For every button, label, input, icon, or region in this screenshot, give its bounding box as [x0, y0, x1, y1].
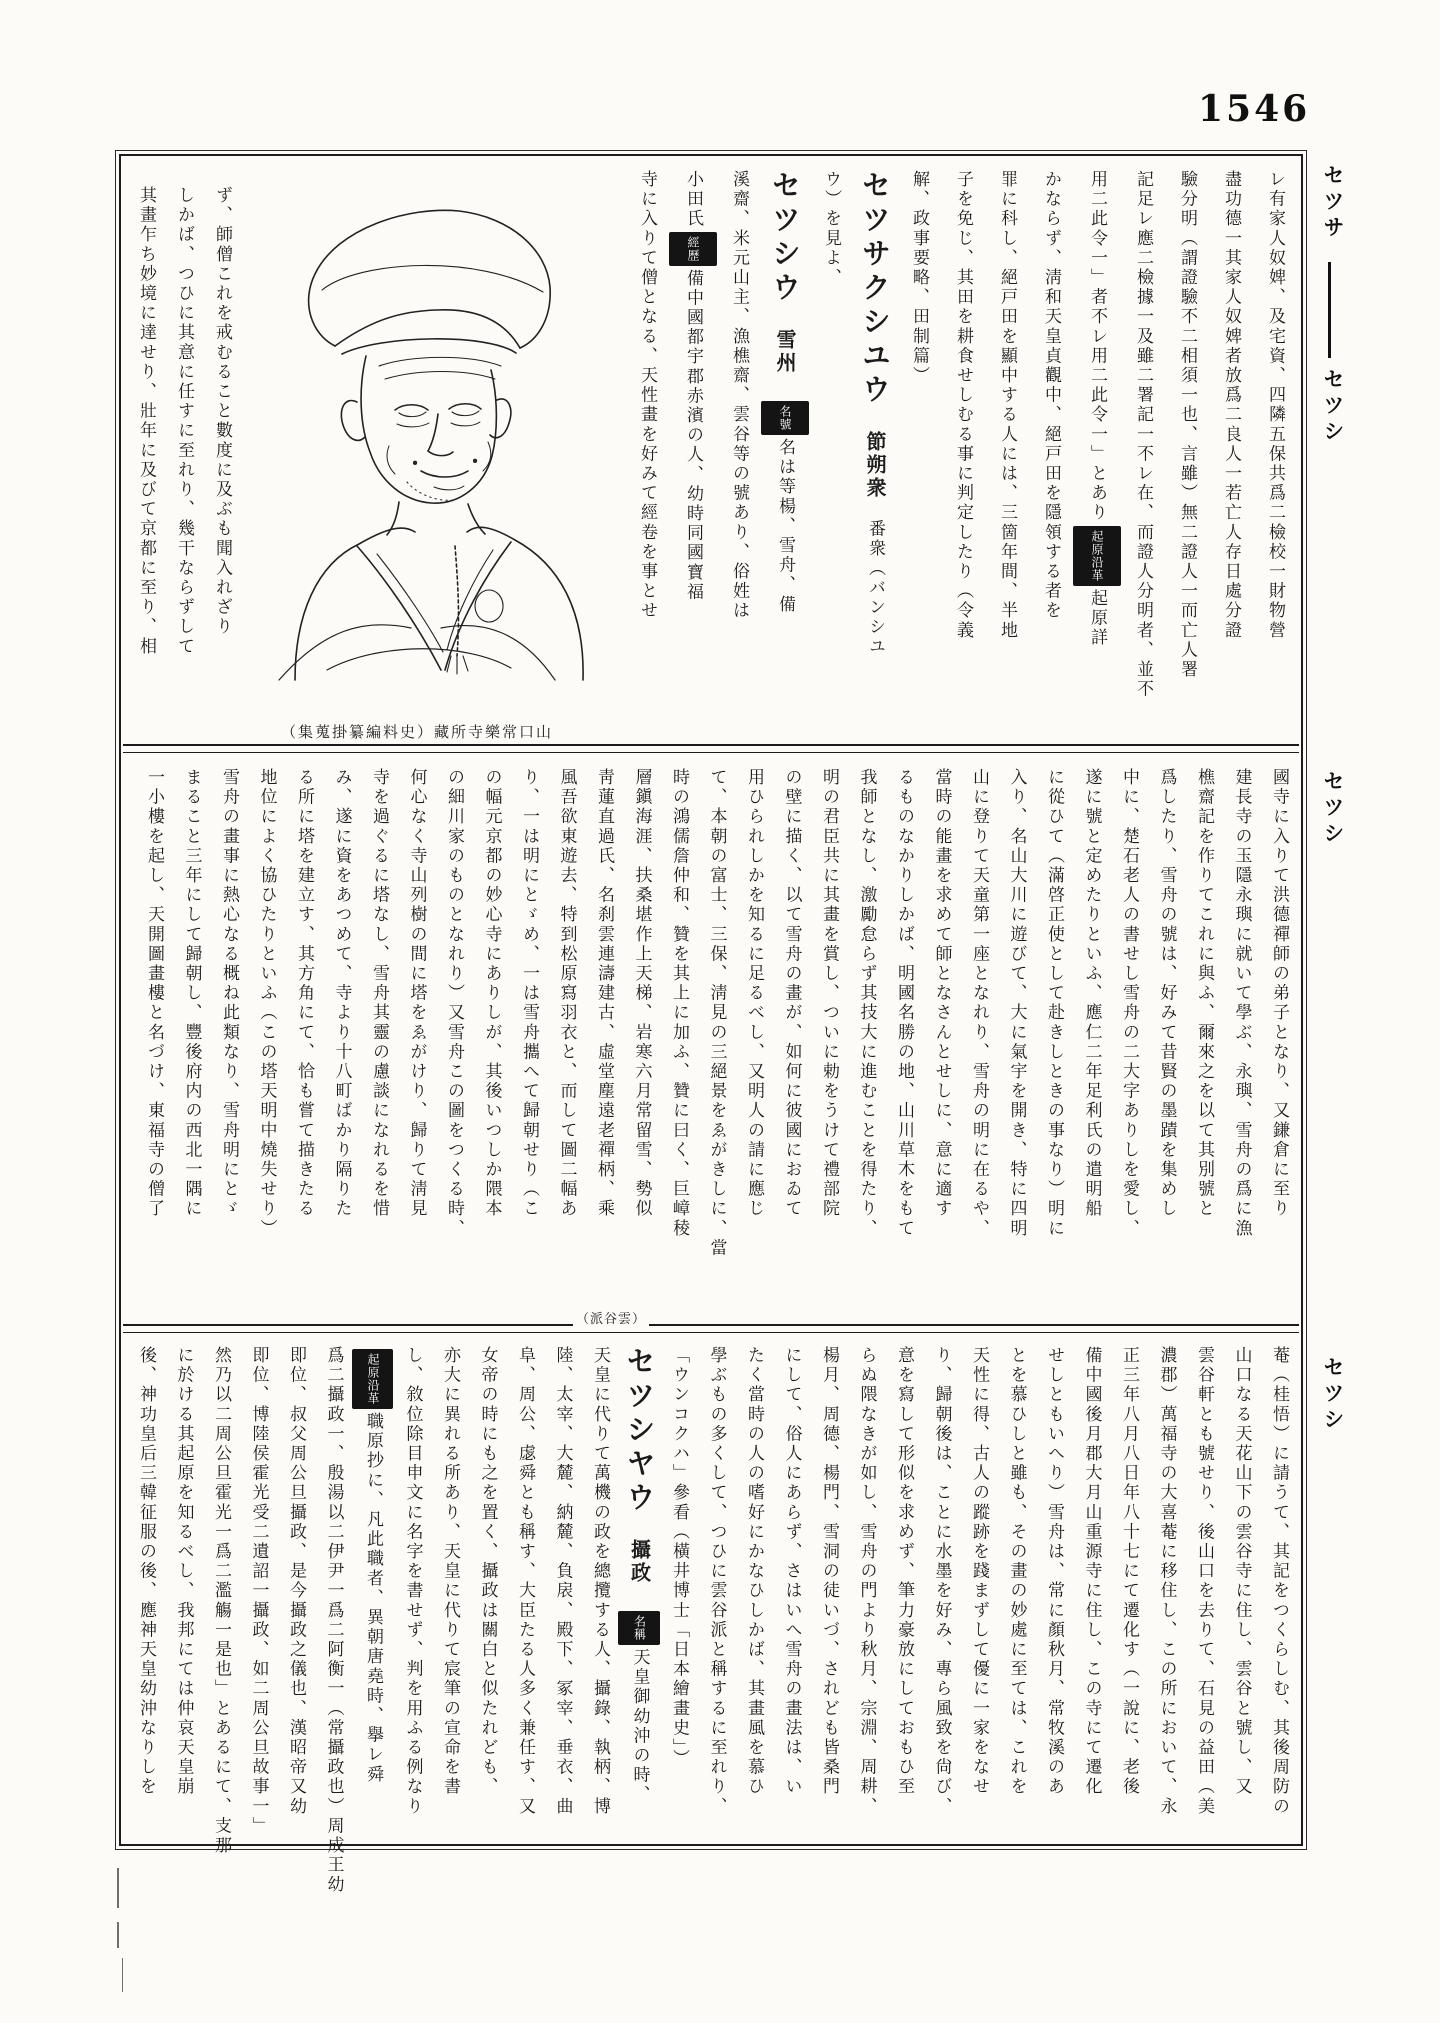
text-run: て、本朝の富士、三保、淸見の三絕景をゑがきしに、當 — [706, 768, 727, 1258]
text-run: 備中國都宇郡赤濱の人、幼時同國寶福 — [683, 268, 703, 603]
text-run: 寺を過ぐるに塔なし、雪舟其靈の慮談になれるを惜 — [369, 768, 389, 1219]
text-run: 用ひられしかを知るに足るべし、又明人の請に應じ — [744, 768, 764, 1219]
text-run: 番衆（バンシユ — [865, 500, 885, 657]
text-run: 我師となし、激勵怠らず其技大に進むことを得たり、 — [856, 768, 877, 1239]
text-run: 女帝の時にも之を置く、攝政は關白と似たれども、 — [477, 1346, 498, 1797]
text-run: に從ひて（滿啓正使として赴きしときの事なり）明に — [1044, 768, 1064, 1239]
text-column — [435, 768, 473, 1296]
text-column — [985, 170, 1029, 736]
text-run: かならず、淸和天皇貞觀中、絕戸田を隱領する者を — [1041, 170, 1061, 621]
text-run: 即位、叔父周公旦攝政、是今攝政之儀也、漢昭帝又幼 — [286, 1346, 306, 1817]
text-column — [360, 768, 398, 1296]
text-column — [847, 1346, 885, 1848]
text-run: 職原抄に、凡此職者、異朝唐堯時、擧レ舜 — [363, 1412, 383, 1785]
text-run: 盡功德一其家人奴婢者放爲二良人一若亡人存日處分證 — [1221, 170, 1241, 641]
text-column — [314, 1346, 352, 1895]
text-column — [660, 768, 698, 1296]
text-column — [1222, 1346, 1260, 1848]
text-run: に於ける其起原を知るべし、我邦にては仲哀天皇崩 — [173, 1346, 194, 1797]
text-run: 小田氏 — [683, 170, 703, 229]
margin-label-first-entry: セツサ — [1321, 164, 1345, 242]
text-column — [1147, 1346, 1185, 1848]
text-column — [210, 768, 248, 1296]
text-run: 靑蓮直過氏、名刹雲連濤建古、虛堂塵遠老禪柄、乘 — [594, 768, 614, 1219]
page-number: 1546 — [1198, 88, 1311, 130]
text-column — [1072, 1346, 1110, 1848]
text-run: 名は等楊、雪舟、備 — [775, 438, 795, 615]
headword: セツシウ — [768, 170, 802, 306]
text-column — [543, 1346, 581, 1848]
text-run: 即位、博陸侯霍光受二遺詔一攝政、如二周公旦故事一」 — [248, 1346, 269, 1836]
text-run: 意を寫して形似を求めず、筆力豪放にしておもひ至 — [894, 1346, 914, 1797]
text-column — [1121, 170, 1165, 736]
text-column — [1029, 170, 1073, 736]
text-column — [810, 768, 848, 1296]
headword: セツサクシユウ — [858, 170, 892, 408]
text-column — [735, 768, 773, 1296]
text-run: 學ぶもの多くして、つひに雲谷派と稱するに至れり、 — [706, 1346, 727, 1817]
text-column — [1165, 170, 1209, 736]
text-column — [585, 768, 623, 1296]
text-run: しかば、つひに其意に任すに至れり、幾干ならずして — [174, 186, 194, 657]
text-column — [203, 186, 241, 738]
text-column — [1253, 170, 1297, 736]
text-run: 後、神功皇后三韓征服の後、應神天皇幼沖なりしを — [136, 1346, 156, 1797]
text-run: 「ウンコクハ」參看（橫井博士「日本繪畫史」） — [669, 1346, 689, 1769]
text-column — [1222, 768, 1260, 1296]
text-column — [622, 768, 660, 1296]
text-run: まること三年にして歸朝し、豐後府内の西北一隅に — [181, 768, 202, 1219]
text-column — [618, 1346, 660, 1848]
text-run: 爲二攝政一、殷湯以二伊尹一爲二阿衡一（常攝政也）周成王幼 — [323, 1346, 344, 1895]
band-separator-rule — [123, 1324, 1299, 1333]
text-run: 陸、太宰、大麓、納麓、負扆、殿下、冢宰、垂衣、曲 — [552, 1346, 573, 1817]
text-column — [397, 768, 435, 1296]
text-run: 國寺に入りて洪德禪師の弟子となり、又鎌倉に至り — [1269, 768, 1289, 1219]
text-column — [922, 1346, 960, 1848]
section-marker: 經歷 — [669, 232, 717, 266]
text-column — [164, 1346, 202, 1848]
text-run: 建長寺の玉隱永璵に就いて學ぶ、永璵、雪舟の爲に漁 — [1231, 768, 1252, 1239]
text-column — [285, 768, 323, 1296]
text-column — [960, 768, 998, 1296]
margin-label-last-entry: セツシ — [1321, 368, 1345, 446]
text-column — [393, 1346, 431, 1848]
text-run: 山に登りて天童第一座となれり、雪舟の明に在るや、 — [969, 768, 989, 1239]
text-column — [997, 1346, 1035, 1848]
text-column — [472, 768, 510, 1296]
text-column — [127, 186, 165, 738]
text-column — [1209, 170, 1253, 736]
text-run: 地位によく協ひたりといふ（この塔天明中燒失せり） — [256, 768, 277, 1239]
text-run: り、歸朝後は、ことに水墨を好み、專ら風致を尙び、 — [931, 1346, 952, 1817]
text-run: 驗分明（謂證驗不二相須一也、言雖）無二證人一而亡人署 — [1177, 170, 1197, 680]
text-run: る所に塔を建立す、其方角にて、恰も嘗て描きたる — [294, 768, 314, 1219]
text-run: 罪に科し、絕戸田を顯中する人には、三箇年間、半地 — [997, 170, 1017, 641]
text-run: 時の鴻儒詹仲和、贊を其上に加ふ、贊に曰く、巨嶂稜 — [669, 768, 689, 1239]
margin-label-middle: セツシ — [1321, 770, 1345, 848]
text-column — [352, 1346, 394, 1848]
text-run: 樵齋記を作りてこれに與ふ、爾來之を以て其別號と — [1194, 768, 1214, 1219]
text-column — [322, 768, 360, 1296]
text-column — [127, 1346, 165, 1848]
text-column — [1185, 1346, 1223, 1848]
text-column — [809, 170, 853, 736]
text-column — [239, 1346, 277, 1848]
text-run: 天皇御幼沖の時、 — [629, 1648, 650, 1805]
section-marker: 名稱 — [618, 1611, 660, 1645]
margin-label-bottom: セツシ — [1321, 1356, 1345, 1434]
text-run: 亦大に異れる所あり、天皇に代りて宸筆の宣命を書 — [440, 1346, 460, 1797]
portrait-caption: （集蒐掛纂編料史）藏所寺樂常口山 — [280, 723, 553, 741]
text-column — [1260, 768, 1298, 1296]
text-column — [1073, 170, 1121, 736]
text-column — [941, 170, 985, 736]
text-run: 爲したり、雪舟の號は、好みて昔賢の墨蹟を集めし — [1156, 768, 1177, 1219]
text-column — [960, 1346, 998, 1848]
band-separator-rule — [123, 744, 1299, 753]
text-column — [997, 768, 1035, 1296]
text-column — [172, 768, 210, 1296]
text-run: にして、俗人にあらず、さはいへ雪舟の畫法は、い — [781, 1346, 802, 1797]
text-column — [922, 768, 960, 1296]
text-run: 阜、周公、虙舜とも稱す、大臣たる人多く兼任す、又 — [515, 1346, 535, 1817]
text-column — [135, 768, 173, 1296]
text-run: たく當時の人の嗜好にかなひしかば、其畫風を慕ひ — [744, 1346, 764, 1797]
text-column — [581, 1346, 619, 1848]
text-run: 入り、名山大川に遊びて、大に氣宇を開き、特に四明 — [1006, 768, 1027, 1239]
scan-artifact — [117, 1922, 119, 1948]
text-column — [697, 768, 735, 1296]
text-run: レ有家人奴婢、及宅資、四隣五保共爲二檢校一財物營 — [1265, 170, 1285, 641]
cross-reference-note: （派谷雲） — [573, 1308, 649, 1327]
text-column — [885, 768, 923, 1296]
column-block-middle — [135, 768, 1298, 1296]
text-run: の細川家のものとなれり）又雪舟この圖をつくる時、 — [444, 768, 464, 1239]
text-run: 其畫乍ち妙境に達せり、壯年に及びて京都に至り、相 — [136, 186, 156, 657]
text-run: 何心なく寺山列樹の間に塔をゑがけり、歸りて淸見 — [406, 768, 427, 1219]
text-column — [506, 1346, 544, 1848]
text-column — [772, 1346, 810, 1848]
text-run: 寺に入りて僧となる、天性畫を好みて經卷を事とせ — [637, 170, 657, 621]
text-column — [697, 1346, 735, 1848]
text-run: 山口なる天花山下の雲谷寺に住し、雲谷と號し、又 — [1231, 1346, 1252, 1797]
section-marker: 名號 — [761, 401, 809, 435]
text-column — [1147, 768, 1185, 1296]
text-run: 節朔衆 — [863, 408, 887, 500]
text-run: み、遂に資をあつめて、寺より十八町ばかり隔りた — [331, 768, 352, 1219]
text-column — [761, 170, 809, 736]
text-run: らぬ隈なきが如し、雪舟の門より秋月、宗淵、周耕、 — [856, 1346, 877, 1817]
text-column — [772, 768, 810, 1296]
text-run: 用二此令一」者不レ用二此令一」とあり — [1087, 170, 1107, 523]
text-column — [1260, 1346, 1298, 1848]
scan-artifact — [122, 1958, 123, 1992]
text-run: 遂に號と定めたりといふ、應仁二年足利氏の遣明船 — [1081, 768, 1102, 1219]
column-block-top-right — [625, 170, 1297, 736]
column-block-top-left — [127, 186, 241, 738]
text-column — [735, 1346, 773, 1848]
text-column — [1035, 1346, 1073, 1848]
text-column — [165, 186, 203, 738]
text-run: 溪齋、米元山主、漁樵齋、雲谷等の號あり、俗姓は — [729, 170, 749, 621]
text-column — [853, 170, 897, 736]
text-column — [510, 768, 548, 1296]
text-column — [468, 1346, 506, 1848]
text-run: 層鎭海涯、扶桑堪作上天梯、岩寒六月常留雪、勢似 — [631, 768, 652, 1219]
text-run: 濃郡）萬福寺の大喜菴に移住し、この所において、永 — [1156, 1346, 1177, 1817]
page-frame — [119, 154, 1303, 1895]
text-run: 然乃以二周公旦霍光一爲二濫觴一是也」とあるにて、支那 — [211, 1346, 231, 1856]
sesshu-portrait — [239, 194, 595, 694]
text-run: ウ）を見よ、 — [821, 170, 841, 288]
text-run: 當時の能畫を求めて師となさんとせしに、意に適す — [931, 768, 952, 1219]
text-column — [717, 170, 761, 736]
text-run: 天性に得、古人の蹤跡を踐まずして優に一家をなせ — [969, 1346, 989, 1797]
text-column — [625, 170, 669, 736]
text-column — [660, 1346, 698, 1848]
text-column — [847, 768, 885, 1296]
text-column — [1185, 768, 1223, 1296]
text-column — [247, 768, 285, 1296]
text-run: 正三年八月八日年八十七にて遷化す（一說に、老後 — [1119, 1346, 1139, 1797]
text-run: 明の君臣共に其畫を賞し、ついに勅をうけて禮部院 — [819, 768, 839, 1219]
text-column — [897, 170, 941, 736]
text-run: るものなかりしかば、明國名勝の地、山川草木をもて — [894, 768, 914, 1239]
text-run: 楊月、周德、楊門、雪洞の徒いづ、されども皆桑門 — [819, 1346, 839, 1797]
text-column — [810, 1346, 848, 1848]
margin-label-rule — [1328, 262, 1331, 358]
portrait-figure — [239, 194, 595, 742]
text-column — [547, 768, 585, 1296]
text-run: 風吾欲東遊去、特到松原寫羽衣と、而して圖二幅あ — [556, 768, 577, 1219]
text-run: の幅元京都の妙心寺にありしが、其後いつしか隈本 — [481, 768, 502, 1219]
scan-artifact — [117, 1868, 119, 1908]
text-column — [669, 170, 717, 736]
text-column — [1072, 768, 1110, 1296]
headword: セツシヤウ — [622, 1346, 657, 1516]
text-run: 雲谷軒とも號せり、後山口を去りて、石見の益田（美 — [1194, 1346, 1214, 1817]
text-column — [277, 1346, 315, 1848]
text-run: 起原詳 — [1087, 588, 1107, 648]
text-column — [1110, 1346, 1148, 1848]
text-run: とを慕ひしと雖も、その畫の妙處に至ては、これを — [1006, 1346, 1027, 1797]
text-run: の壁に描く、以て雪舟の畫が、如何に彼國におゐて — [781, 768, 802, 1219]
text-column — [1110, 768, 1148, 1296]
text-column — [885, 1346, 923, 1848]
text-run: 天皇に代りて萬機の政を總攬する人、攝錄、執柄、博 — [590, 1346, 610, 1817]
text-run: 菴（桂悟）に請うて、其記をつくらしむ、其後周防の — [1269, 1346, 1289, 1817]
dictionary-page — [115, 150, 1307, 1895]
section-marker: 起原沿革 — [352, 1349, 394, 1409]
text-column — [202, 1346, 240, 1856]
section-marker: 起原沿革 — [1073, 526, 1121, 586]
text-run: 中に、楚石老人の書せし雪舟の二大字ありしを愛し、 — [1119, 768, 1139, 1239]
text-column — [1035, 768, 1073, 1296]
text-run: 雪州 — [773, 306, 797, 398]
text-run: 雪舟の畫事に熱心なる概ね此類なり、雪舟明にとゞ — [219, 768, 239, 1219]
text-run: し、敘位除目申文に名字を書せず、判を用ふる例なり — [402, 1346, 423, 1817]
text-run: り、一は明にとゞめ、一は雪舟攜へて歸朝せり（こ — [519, 768, 539, 1219]
column-block-bottom — [127, 1346, 1298, 1895]
text-run: 解、政事要略、田制篇） — [909, 170, 929, 386]
text-column — [431, 1346, 469, 1848]
text-run: 記足レ應二檢據一及雖二署記一不レ在、而證人分明者、並不 — [1133, 170, 1153, 700]
text-run: 一小樓を起し、天開圖畫樓と名づけ、東福寺の僧了 — [144, 768, 164, 1219]
text-run: ず、師僧これを戒むること數度に及ぶも聞入れざり — [212, 186, 232, 637]
text-run: 攝政 — [627, 1516, 652, 1608]
text-run: 子を免じ、其田を耕食せしむる事に判定したり（令義 — [953, 170, 973, 641]
text-run: せしともいへり）雪舟は、常に顏秋月、常牧溪のあ — [1044, 1346, 1064, 1797]
text-run: 備中國後月郡大月山重源寺に住し、この寺にて遷化 — [1081, 1346, 1102, 1797]
